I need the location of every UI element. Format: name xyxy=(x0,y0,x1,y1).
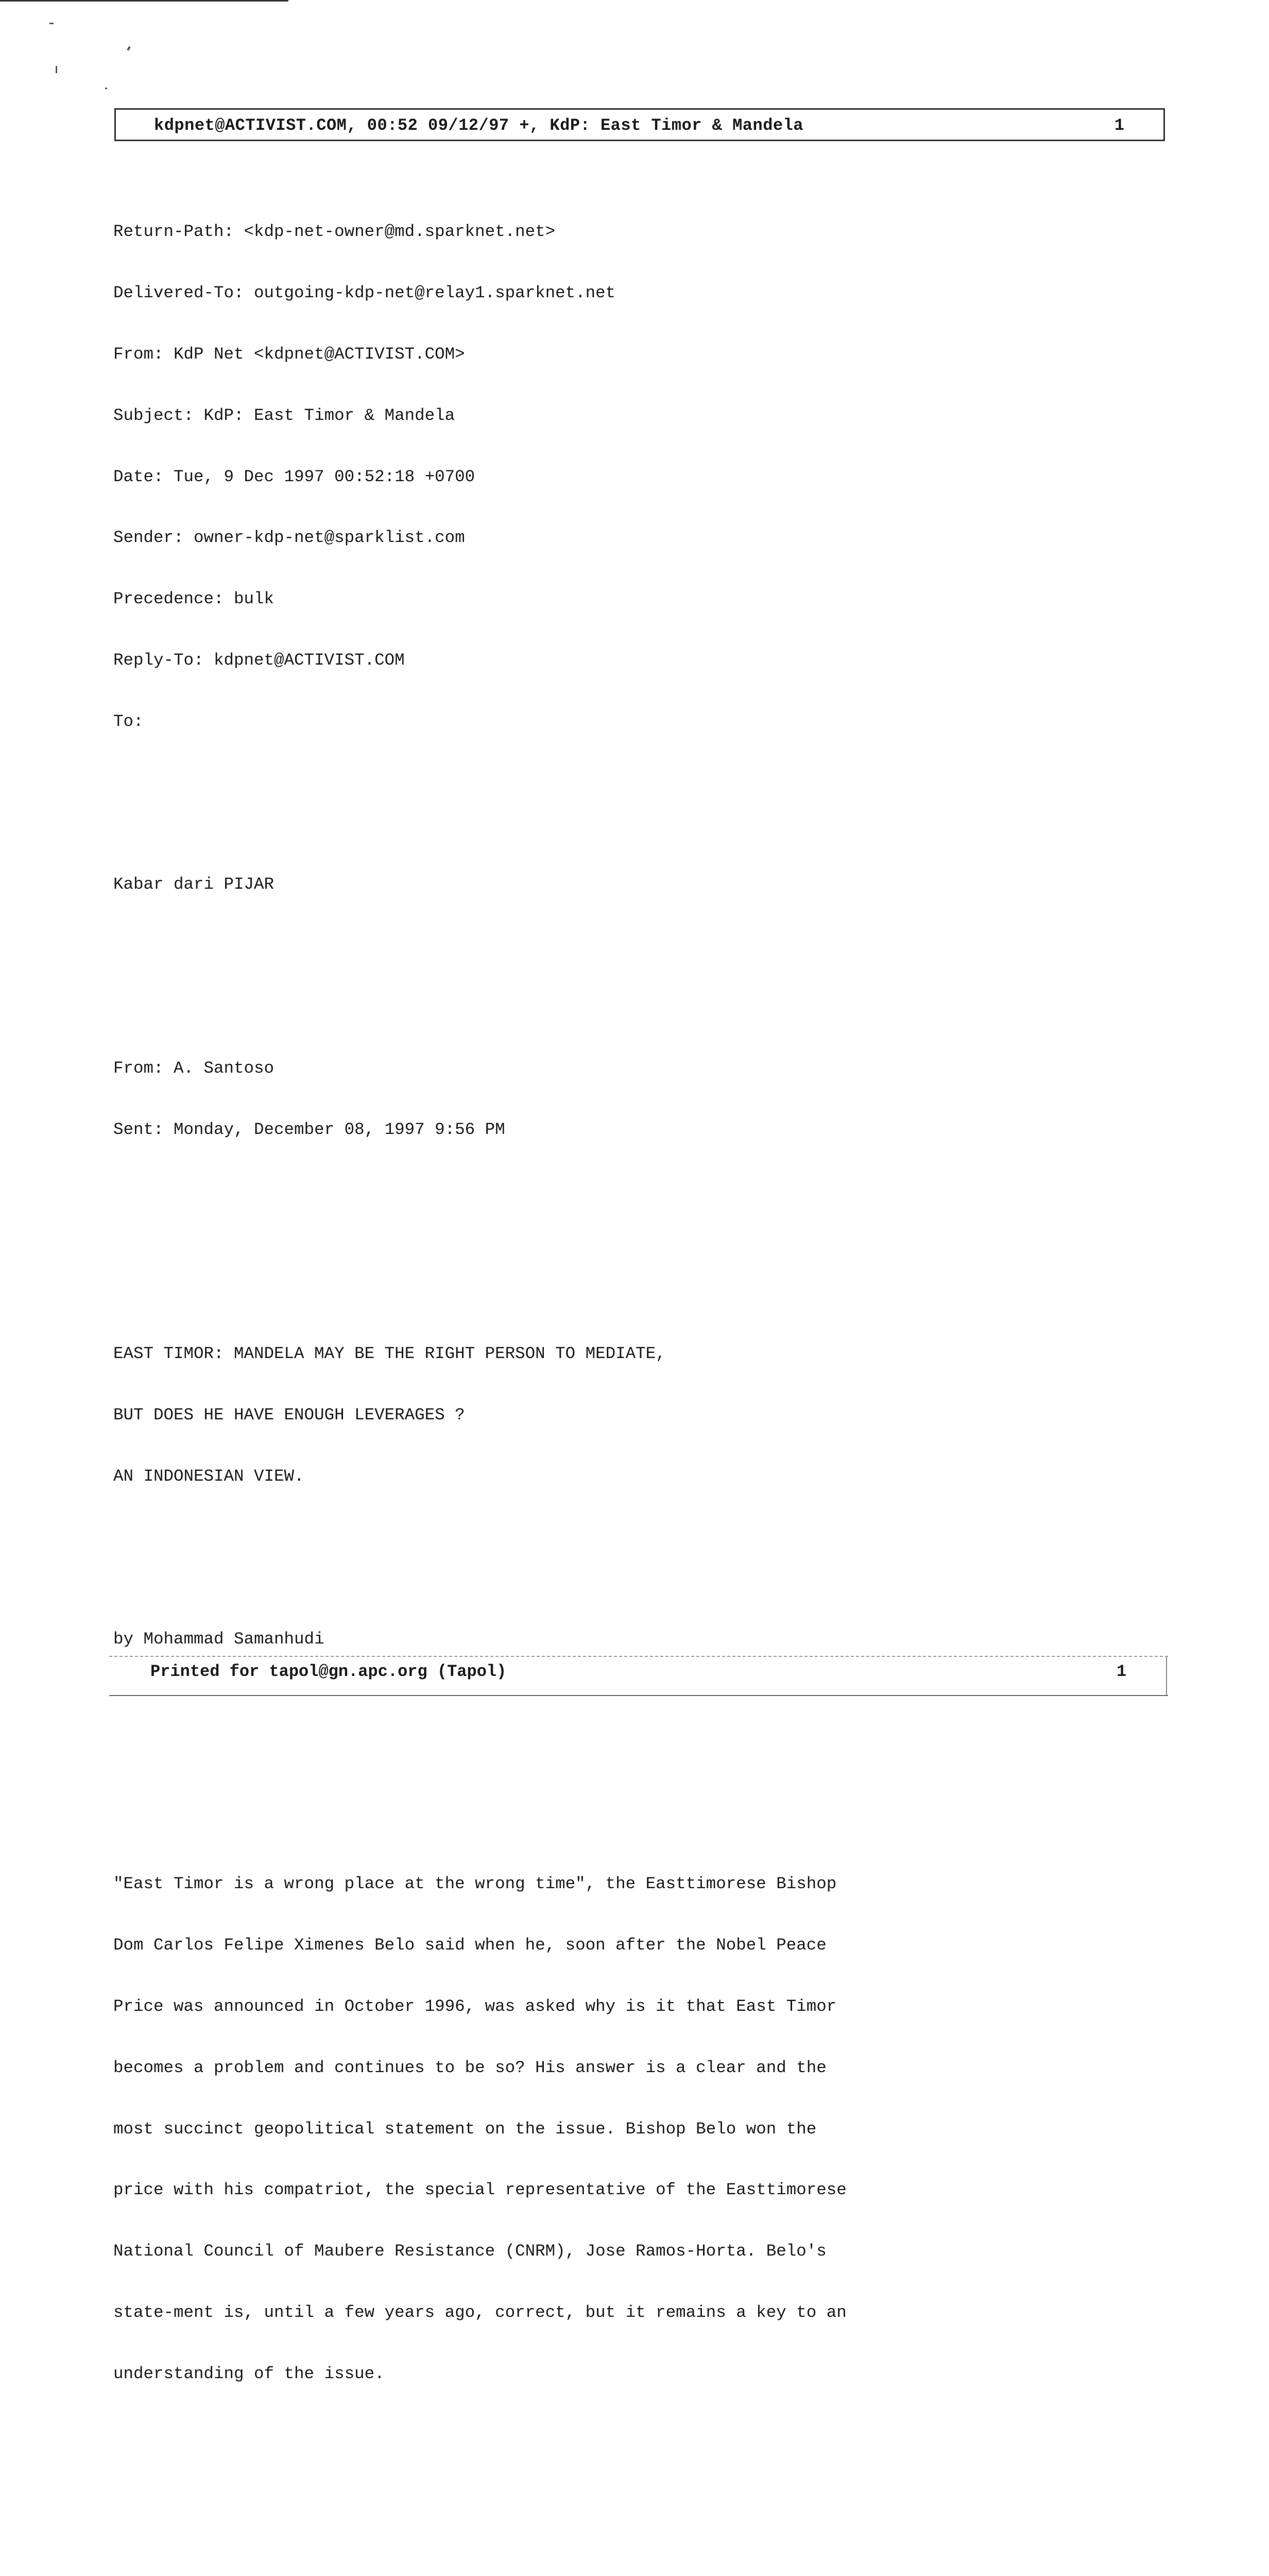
text-line: becomes a problem and continues to be so? His answer is a clear and the xyxy=(113,2058,827,2077)
paragraph xyxy=(113,2547,999,2576)
header-line: Date: Tue, 9 Dec 1997 00:52:18 +0700 xyxy=(113,467,475,486)
header-line: To: xyxy=(113,711,144,731)
footer-bottom-rule xyxy=(109,1695,1168,1696)
article-title-line: EAST TIMOR: MANDELA MAY BE THE RIGHT PERSON TO MEDIATE, xyxy=(113,1344,666,1364)
byline: by Mohammad Samanhudi xyxy=(113,1630,324,1649)
scan-top-rule xyxy=(0,0,288,2)
article-title xyxy=(113,1303,999,1528)
header-line: Return-Path: <kdp-net-owner@md.sparknet.net> xyxy=(113,222,556,242)
header-title: kdpnet@ACTIVIST.COM, 00:52 09/12/97 +, KdP: East Timor & Mandela xyxy=(154,116,803,135)
forward-from: From: A. Santoso xyxy=(113,1058,275,1078)
text-line: Price was announced in October 1996, was asked why is it that East Timor xyxy=(113,1997,837,2016)
text-line: National Council of Maubere Resistance (CNRM), Jose Ramos-Horta. Belo's xyxy=(113,2242,827,2261)
intro-line: Kabar dari PIJAR xyxy=(113,875,275,894)
text-line: understanding of the issue. xyxy=(113,2364,385,2383)
article-title-line: BUT DOES HE HAVE ENOUGH LEVERAGES ? xyxy=(113,1405,465,1425)
text-line: Dom Carlos Felipe Ximenes Belo said when he, soon after the Nobel Peace xyxy=(113,1936,827,1955)
document-header xyxy=(114,108,1165,141)
scan-speck xyxy=(49,23,54,24)
footer-printed-for: Printed for tapol@gn.apc.org (Tapol) xyxy=(150,1662,507,1681)
message-body xyxy=(113,140,999,2576)
header-line: Sender: owner-kdp-net@sparklist.com xyxy=(113,528,465,548)
scan-speck xyxy=(127,46,130,51)
text-line: state-ment is, until a few years ago, correct, but it remains a key to an xyxy=(113,2302,847,2322)
text-line: most succinct geopolitical statement on the issue. Bishop Belo won the xyxy=(113,2119,817,2139)
header-line: Reply-To: kdpnet@ACTIVIST.COM xyxy=(113,650,405,670)
email-headers xyxy=(113,181,999,772)
footer-page-number: 1 xyxy=(1117,1662,1127,1681)
article-title-line: AN INDONESIAN VIEW. xyxy=(113,1466,304,1486)
header-line: Subject: KdP: East Timor & Mandela xyxy=(113,405,455,425)
scan-speck xyxy=(56,66,57,73)
scan-speck xyxy=(105,88,107,89)
paragraph xyxy=(113,1833,999,2425)
text-line: "East Timor is a wrong place at the wrong time", the Easttimorese Bishop xyxy=(113,1874,837,1894)
header-page-number: 1 xyxy=(1114,116,1124,135)
header-line: Precedence: bulk xyxy=(113,589,275,609)
footer-right-rule xyxy=(1166,1657,1167,1695)
forward-sent: Sent: Monday, December 08, 1997 9:56 PM xyxy=(113,1120,505,1139)
text-line: price with his compatriot, the special representative of the Easttimorese xyxy=(113,2180,847,2200)
header-line: From: KdP Net <kdpnet@ACTIVIST.COM> xyxy=(113,344,465,364)
header-line: Delivered-To: outgoing-kdp-net@relay1.sparknet.net xyxy=(113,283,616,303)
footer-top-rule xyxy=(109,1656,1168,1657)
